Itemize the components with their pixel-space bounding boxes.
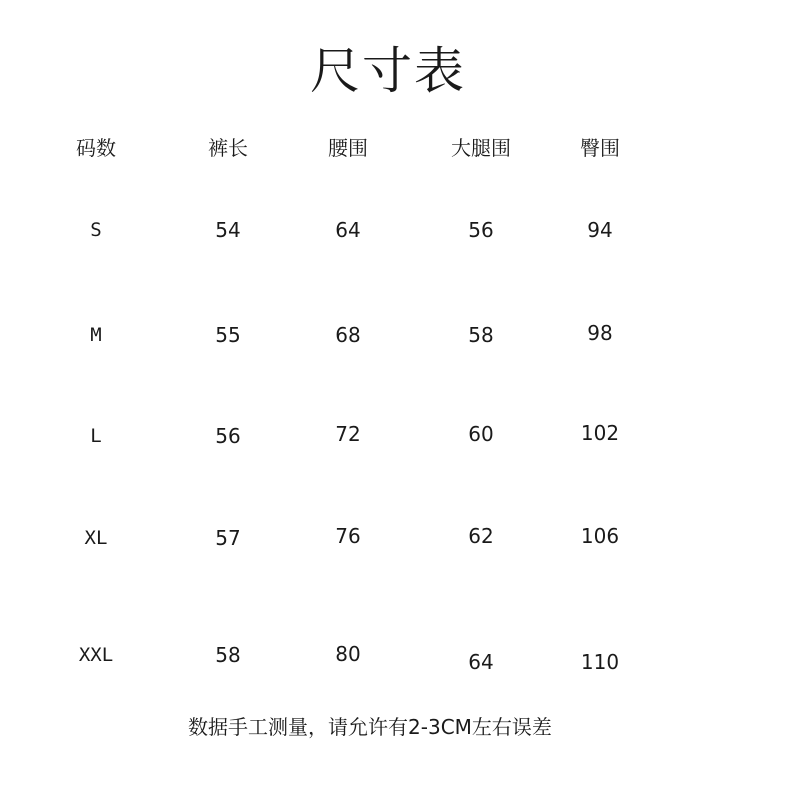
- header-hip: 臀围: [580, 136, 620, 160]
- cell-hip: 94: [587, 218, 613, 242]
- cell-waist: 68: [335, 323, 361, 347]
- header-waist: 腰围: [328, 136, 368, 160]
- cell-length: 57: [215, 526, 241, 550]
- cell-waist: 72: [335, 422, 361, 446]
- cell-hip: 102: [580, 421, 620, 445]
- cell-thigh: 62: [468, 524, 494, 548]
- cell-size: XXL: [78, 644, 114, 666]
- cell-size: L: [90, 425, 102, 447]
- cell-waist: 76: [335, 524, 361, 548]
- cell-thigh: 60: [468, 422, 494, 446]
- cell-waist: 64: [335, 218, 361, 242]
- cell-waist: 80: [335, 642, 361, 666]
- cell-hip: 98: [587, 321, 613, 345]
- cell-length: 55: [215, 323, 241, 347]
- cell-hip: 106: [580, 524, 620, 548]
- cell-thigh: 58: [468, 323, 494, 347]
- header-length: 裤长: [208, 136, 248, 160]
- cell-thigh: 64: [468, 650, 494, 674]
- measurement-note: 数据手工测量，请允许有2-3CM左右误差: [188, 715, 552, 739]
- cell-hip: 110: [580, 650, 620, 674]
- cell-size: S: [90, 219, 102, 241]
- cell-length: 58: [215, 643, 241, 667]
- header-size: 码数: [76, 136, 116, 160]
- page-title: 尺寸表: [310, 42, 466, 100]
- cell-length: 56: [215, 424, 241, 448]
- header-thigh: 大腿围: [451, 136, 511, 160]
- cell-thigh: 56: [468, 218, 494, 242]
- cell-size: M: [90, 324, 102, 346]
- cell-size: XL: [84, 527, 108, 549]
- cell-length: 54: [215, 218, 241, 242]
